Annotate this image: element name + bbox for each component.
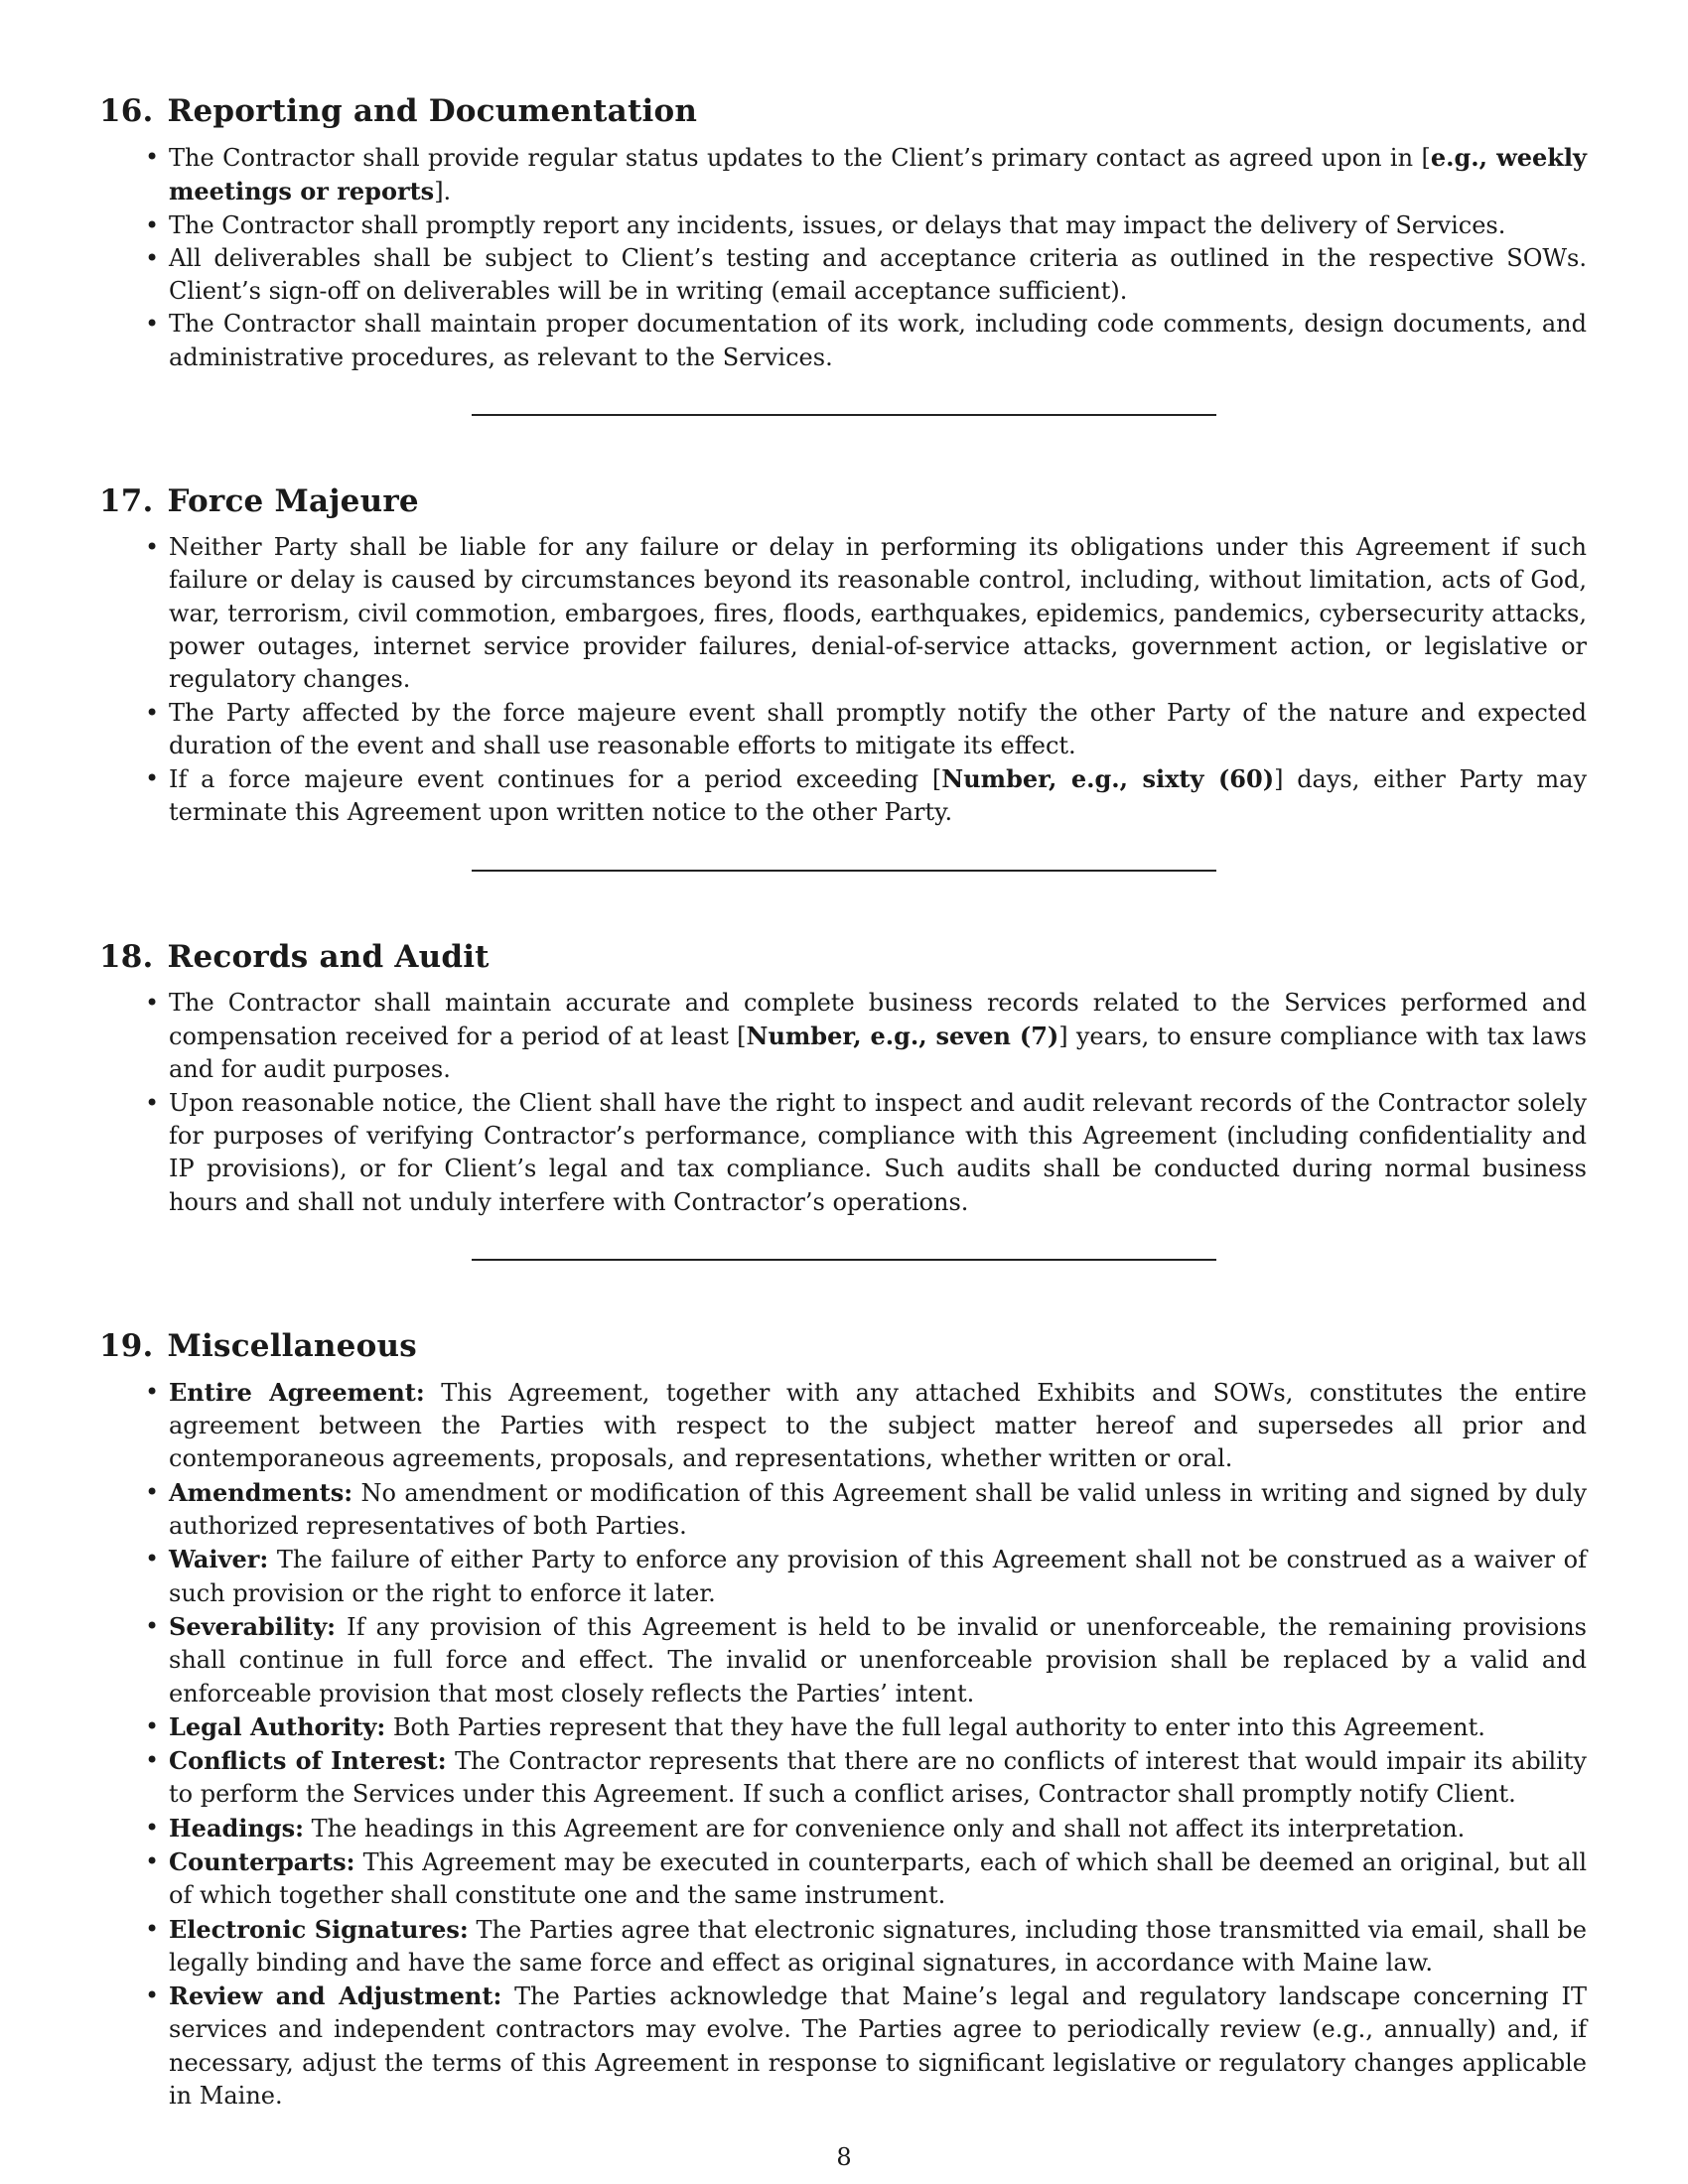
body-text: The Parties acknowledge that Maine’s legal and regulatory landscape concerning IT services and independent contractors may evolve. The Parties agree to periodically review (e.g., annually) and, if necessary, adjust the terms of this Agreement in response to significant legislative or regulatory changes applicable in Maine. [169,1982,1588,2111]
bold-text: Severability: [169,1611,337,1641]
section-number: 17. [99,483,154,520]
list-item [145,1610,1587,1710]
bold-text: Entire Agreement: [169,1377,425,1407]
bullet-icon: • [145,143,160,171]
bullet-icon: • [145,1088,160,1117]
section-divider [472,414,1216,416]
list-item [145,762,1588,830]
section-19 [99,1326,1587,2114]
bold-text: e.g., weekly meetings or reports [169,143,1587,206]
body-text: The Contractor represents that there are no conflicts of interest that would impair its ability to perform the Services under this Agreement. If such a conflict arises, Contractor shall promptly notify Client. [169,1747,1587,1809]
section-divider [472,1259,1216,1261]
page-number: 8 [836,2143,852,2171]
section-title: Miscellaneous [167,1327,417,1364]
section-16 [99,91,1587,374]
body-text: Neither Party shall be liable for any failure or delay in performing its obligations under this Agreement if such failure or delay is caused by circumstances beyond its reasonable control, including, without limitation, acts of God, war, terrorism, civil commotion, embargoes, fires, floods, earthquakes, epidemics, pandemics, cybersecurity attacks, power outages, internet service provider failures, denial-of-service attacks, government action, or legislative or regulatory changes. [169,533,1587,694]
body-text: All deliverables shall be subject to Client’s testing and acceptance criteria as outlined in the respective SOWs. Client’s sign-off on deliverables will be in writing (email acceptance sufficient). [169,243,1587,306]
bullet-icon: • [145,243,160,272]
body-text: The Party affected by the force majeure event shall promptly notify the other Party of the nature and expected duration of the event and shall use reasonable efforts to mitigate its effect. [169,698,1587,759]
list-item [145,1710,1587,1744]
bold-text: Waiver: [169,1545,269,1574]
list-item [145,1913,1587,1980]
list-item [145,987,1587,1087]
section-number: 16. [99,93,154,129]
body-text: No amendment or modification of this Agreement shall be valid unless in writing and signed by duly authorized representatives of both Parties. [169,1478,1587,1541]
list-item [145,308,1587,374]
bold-text: Legal Authority: [169,1711,386,1741]
list-item [145,531,1587,696]
section-heading [99,481,1587,521]
list-item [145,1979,1588,2113]
bullet-icon: • [145,1746,160,1775]
bullet-icon: • [145,1914,160,1943]
bullet-list [99,141,1587,374]
section-title: Force Majeure [167,483,419,520]
bullet-icon: • [145,1813,160,1842]
bullet-list [99,531,1587,830]
bullet-icon: • [145,764,160,793]
section-title: Reporting and Documentation [167,93,698,129]
bold-text: Electronic Signatures: [169,1914,469,1944]
bold-text: Conflicts of Interest: [169,1746,447,1776]
body-text: The Parties agree that electronic signatures, including those transmitted via email, shall be legally binding and have the same force and effect as original signatures, in accordance with Maine law. [169,1915,1587,1977]
bullet-icon: • [145,1477,160,1506]
bullet-icon: • [145,1846,160,1875]
list-item [145,1376,1587,1476]
body-text: Both Parties represent that they have the full legal authority to enter into this Agreement. [385,1712,1485,1741]
bullet-list [99,987,1587,1219]
list-item [145,141,1587,209]
bold-text: Number, e.g., sixty (60) [941,764,1275,794]
bullet-list [99,1376,1587,2114]
bold-text: Counterparts: [169,1846,355,1876]
bold-text: Review and Adjustment: [169,1981,502,2011]
bullet-icon: • [145,988,160,1017]
list-item [145,242,1587,309]
bullet-icon: • [145,1545,160,1573]
bold-text: Number, e.g., seven (7) [746,1022,1059,1051]
section-17 [99,481,1587,830]
list-item [145,1845,1587,1913]
body-text: ] years, to ensure compliance with tax laws and for audit purposes. [169,1023,1587,1084]
bullet-icon: • [145,210,160,239]
list-item [145,1476,1587,1544]
bullet-icon: • [145,1981,160,2010]
body-text: The Contractor shall promptly report any incidents, issues, or delays that may impact the delivery of Services. [169,210,1506,239]
document-page [99,91,1587,2113]
body-text: The Contractor shall maintain accurate and complete business records related to the Services performed and compensation received for a period of at least [ [169,988,1587,1051]
list-item [145,1744,1587,1812]
body-text: If any provision of this Agreement is held to be invalid or unenforceable, the remaining provisions shall continue in full force and effect. The invalid or unenforceable provision shall be replaced by a valid and enforceable provision that most closely reflects the Parties’ intent. [169,1612,1587,1707]
body-text: ]. [434,178,452,206]
list-item [145,1812,1587,1845]
bullet-icon: • [145,533,160,562]
body-text: If a force majeure event continues for a period exceeding [ [169,765,942,794]
body-text: The Contractor shall maintain proper documentation of its work, including code comments, design documents, and administrative procedures, as relevant to the Services. [169,310,1587,371]
body-text: The failure of either Party to enforce any provision of this Agreement shall not be construed as a waiver of such provision or the right to enforce it later. [169,1546,1587,1607]
list-item [145,1543,1587,1610]
body-text: ] days, either Party may terminate this Agreement upon written notice to the other Party. [169,765,1588,827]
section-title: Records and Audit [167,938,490,975]
list-item [145,697,1587,763]
section-heading [99,937,1587,977]
bullet-icon: • [145,310,160,339]
body-text: This Agreement may be executed in counterparts, each of which shall be deemed an original, but all of which together shall constitute one and the same instrument. [169,1847,1587,1910]
body-text: The headings in this Agreement are for convenience only and shall not affect its interpretation. [304,1814,1466,1843]
bullet-icon: • [145,698,160,727]
section-divider [472,870,1216,872]
section-18 [99,937,1587,1219]
bullet-icon: • [145,1377,160,1406]
list-item [145,1087,1587,1219]
section-heading [99,1326,1587,1366]
body-text: Upon reasonable notice, the Client shall have the right to inspect and audit relevant records of the Contractor solely for purposes of verifying Contractor’s performance, compliance with this Agreement (including confidentiality and IP provisions), or for Client’s legal and tax compliance. Such audits shall be conducted during normal business hours and shall not unduly interfere with Contractor’s operations. [169,1088,1587,1216]
bold-text: Headings: [169,1813,304,1843]
bullet-icon: • [145,1611,160,1640]
section-number: 19. [99,1327,154,1364]
section-heading [99,91,1587,131]
bullet-icon: • [145,1711,160,1740]
body-text: The Contractor shall provide regular status updates to the Client’s primary contact as agreed upon in [ [169,144,1431,172]
body-text: This Agreement, together with any attached Exhibits and SOWs, constitutes the entire agreement between the Parties with respect to the subject matter hereof and supersedes all prior and contemporaneous agreements, proposals, and representations, whether written or oral. [169,1378,1587,1473]
bold-text: Amendments: [169,1477,353,1507]
section-number: 18. [99,938,154,975]
list-item [145,209,1587,242]
